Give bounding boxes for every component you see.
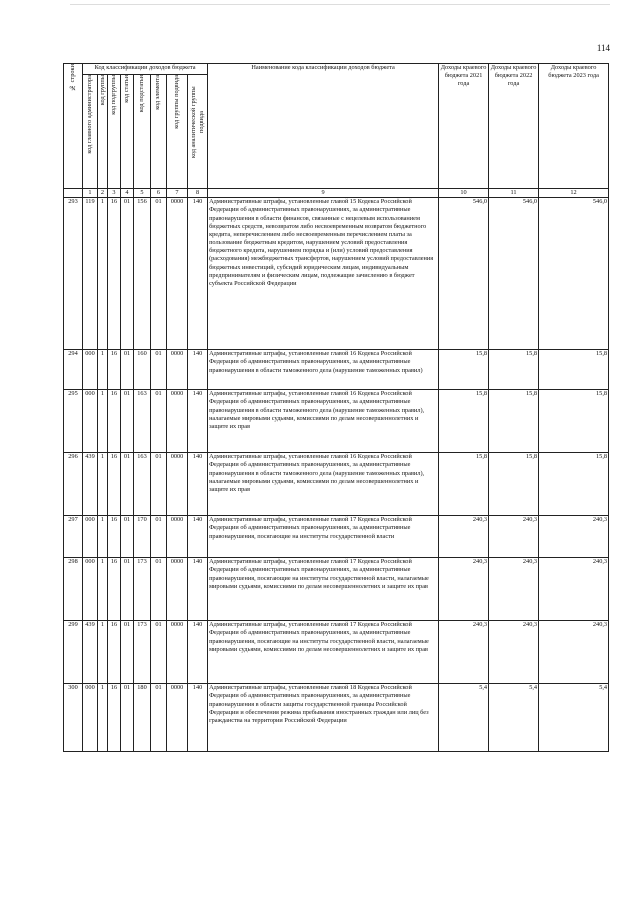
amount-2023: 15,8 (539, 390, 609, 453)
subtype-group-code: 0000 (167, 684, 188, 752)
amount-2023: 15,8 (539, 350, 609, 390)
revenue-name: Административные штрафы, установленные главой 17 Кодекса Российской Федерации об административных правонарушениях, за административные правонарушения, посягающие на институты государственной власти, налагаемые мировыми судьями, комиссиями по делам несовершеннолетних и защите их прав (208, 558, 439, 621)
header-subarticle-code: код подстатьи (134, 75, 151, 189)
header-classification-group: Код классификации доходов бюджета (83, 64, 208, 75)
column-number: 6 (151, 189, 167, 198)
amount-2023: 15,8 (539, 453, 609, 516)
admin-code: 000 (83, 350, 98, 390)
admin-code: 000 (83, 684, 98, 752)
subtype-group-code: 0000 (167, 516, 188, 558)
subarticle-code: 170 (134, 516, 151, 558)
element-code: 01 (151, 390, 167, 453)
subtype-group-code: 0000 (167, 453, 188, 516)
subtype-group-code: 0000 (167, 621, 188, 684)
row-number: 298 (64, 558, 83, 621)
element-code: 01 (151, 453, 167, 516)
amount-2023: 5,4 (539, 684, 609, 752)
header-subgroup-code: код подгруппы (108, 75, 121, 189)
column-number: 7 (167, 189, 188, 198)
group-code: 1 (98, 390, 108, 453)
header-analytic-group-code: код аналитической группы подвида (188, 75, 208, 189)
header-group-code: код группы (98, 75, 108, 189)
subtype-group-code: 0000 (167, 558, 188, 621)
table-row (64, 350, 609, 390)
revenue-name: Административные штрафы, установленные главой 16 Кодекса Российской Федерации об административных правонарушениях, за административные правонарушения в области таможенного дела (нарушение таможенных правил), налагаемые мировыми судьями, комиссиями по делам несовершеннолетних и защите их прав (208, 453, 439, 516)
header-subtype-group-code: код группы подвида (167, 75, 188, 189)
revenue-name: Административные штрафы, установленные главой 18 Кодекса Российской Федерации об административных правонарушениях, за административные правонарушения в области защиты государственной границы Российской Федерации и обеспечения режима пребывания иностранных граждан или лиц без гражданства на территории Российской Федерации (208, 684, 439, 752)
element-code: 01 (151, 198, 167, 350)
revenue-name: Административные штрафы, установленные главой 16 Кодекса Российской Федерации об административных правонарушениях, за административные правонарушения в области таможенного дела (нарушение таможенных правил) (208, 350, 439, 390)
subtype-group-code: 0000 (167, 390, 188, 453)
amount-2021: 546,0 (439, 198, 489, 350)
analytic-group-code: 140 (188, 516, 208, 558)
column-number-row (64, 189, 609, 198)
amount-2022: 240,3 (489, 558, 539, 621)
row-number: 299 (64, 621, 83, 684)
subarticle-code: 156 (134, 198, 151, 350)
table-row (64, 390, 609, 453)
analytic-group-code: 140 (188, 198, 208, 350)
subarticle-code: 163 (134, 390, 151, 453)
element-code: 01 (151, 621, 167, 684)
article-code: 01 (121, 390, 134, 453)
column-number: 4 (121, 189, 134, 198)
article-code: 01 (121, 453, 134, 516)
group-code: 1 (98, 558, 108, 621)
article-code: 01 (121, 350, 134, 390)
revenue-name: Административные штрафы, установленные главой 16 Кодекса Российской Федерации об административных правонарушениях, за административные правонарушения в области таможенного дела (нарушение таможенных правил), налагаемые мировыми судьями, комиссиями по делам несовершеннолетних и защите их прав (208, 390, 439, 453)
admin-code: 439 (83, 621, 98, 684)
header-element-code: код элемента (151, 75, 167, 189)
amount-2023: 240,3 (539, 621, 609, 684)
subtype-group-code: 0000 (167, 350, 188, 390)
column-number: 11 (489, 189, 539, 198)
subarticle-code: 173 (134, 558, 151, 621)
table-row (64, 198, 609, 350)
header-name: Наименование кода классификации доходов бюджета (208, 64, 439, 189)
amount-2021: 5,4 (439, 684, 489, 752)
subgroup-code: 16 (108, 350, 121, 390)
row-number: 297 (64, 516, 83, 558)
admin-code: 000 (83, 516, 98, 558)
subarticle-code: 160 (134, 350, 151, 390)
table-row (64, 621, 609, 684)
row-number: 295 (64, 390, 83, 453)
page-number: 114 (596, 43, 610, 53)
column-number: 9 (208, 189, 439, 198)
subtype-group-code: 0000 (167, 198, 188, 350)
subgroup-code: 16 (108, 684, 121, 752)
subarticle-code: 173 (134, 621, 151, 684)
row-number: 300 (64, 684, 83, 752)
subgroup-code: 16 (108, 198, 121, 350)
amount-2022: 5,4 (489, 684, 539, 752)
subgroup-code: 16 (108, 453, 121, 516)
amount-2023: 240,3 (539, 558, 609, 621)
revenue-name: Административные штрафы, установленные главой 17 Кодекса Российской Федерации об административных правонарушениях, за административные правонарушения, посягающие на институты государственной власти, налагаемые мировыми судьями, комиссиями по делам несовершеннолетних и защите их прав (208, 621, 439, 684)
column-number: 2 (98, 189, 108, 198)
row-number: 296 (64, 453, 83, 516)
amount-2021: 240,3 (439, 558, 489, 621)
article-code: 01 (121, 516, 134, 558)
column-number: 12 (539, 189, 609, 198)
amount-2021: 15,8 (439, 350, 489, 390)
amount-2022: 15,8 (489, 453, 539, 516)
table-row (64, 516, 609, 558)
analytic-group-code: 140 (188, 621, 208, 684)
group-code: 1 (98, 350, 108, 390)
table-row (64, 558, 609, 621)
amount-2023: 546,0 (539, 198, 609, 350)
element-code: 01 (151, 558, 167, 621)
analytic-group-code: 140 (188, 684, 208, 752)
header-article-code: код статьи (121, 75, 134, 189)
column-number: 8 (188, 189, 208, 198)
column-number: 1 (83, 189, 98, 198)
admin-code: 000 (83, 558, 98, 621)
row-number: 294 (64, 350, 83, 390)
admin-code: 119 (83, 198, 98, 350)
element-code: 01 (151, 516, 167, 558)
amount-2021: 15,8 (439, 453, 489, 516)
article-code: 01 (121, 621, 134, 684)
admin-code: 439 (83, 453, 98, 516)
header-admin-code: код главного администратора (83, 75, 98, 189)
header-2021: Доходы краевого бюджета 2021 года (439, 64, 489, 189)
element-code: 01 (151, 350, 167, 390)
subgroup-code: 16 (108, 621, 121, 684)
admin-code: 000 (83, 390, 98, 453)
table-row (64, 453, 609, 516)
group-code: 1 (98, 516, 108, 558)
subgroup-code: 16 (108, 516, 121, 558)
revenue-name: Административные штрафы, установленные главой 15 Кодекса Российской Федерации об административных правонарушениях, за административные правонарушения в области финансов, связанные с нецелевым использованием бюджетных средств, невозвратом либо несвоевременным возвратом бюджетного кредита, неперечислением либо несвоевременным перечислением платы за пользование бюджетным кредитом, нарушением условий предоставления бюджетного кредита, нарушением порядка и (или) условий предоставления (расходования) межбюджетных трансфертов, нарушением условий предоставления бюджетных инвестиций, субсидий юридическим лицам, индивидуальным предпринимателям и физическим лицам, подлежащие зачислению в бюджет субъекта Российской Федерации (208, 198, 439, 350)
group-code: 1 (98, 198, 108, 350)
amount-2023: 240,3 (539, 516, 609, 558)
subgroup-code: 16 (108, 558, 121, 621)
header-2023: Доходы краевого бюджета 2023 года (539, 64, 609, 189)
revenue-name: Административные штрафы, установленные главой 17 Кодекса Российской Федерации об административных правонарушениях, за административные правонарушения, посягающие на институты государственной власти (208, 516, 439, 558)
header-2022: Доходы краевого бюджета 2022 года (489, 64, 539, 189)
column-number: 3 (108, 189, 121, 198)
column-number: 10 (439, 189, 489, 198)
amount-2022: 15,8 (489, 350, 539, 390)
article-code: 01 (121, 684, 134, 752)
subarticle-code: 163 (134, 453, 151, 516)
amount-2022: 240,3 (489, 621, 539, 684)
article-code: 01 (121, 198, 134, 350)
amount-2021: 240,3 (439, 516, 489, 558)
group-code: 1 (98, 453, 108, 516)
revenue-table (63, 63, 609, 752)
analytic-group-code: 140 (188, 390, 208, 453)
analytic-group-code: 140 (188, 558, 208, 621)
amount-2021: 240,3 (439, 621, 489, 684)
header-row-no: № строки (64, 64, 83, 189)
row-number: 293 (64, 198, 83, 350)
amount-2022: 546,0 (489, 198, 539, 350)
amount-2022: 15,8 (489, 390, 539, 453)
column-number: 5 (134, 189, 151, 198)
group-code: 1 (98, 621, 108, 684)
analytic-group-code: 140 (188, 350, 208, 390)
table-row (64, 684, 609, 752)
subgroup-code: 16 (108, 390, 121, 453)
article-code: 01 (121, 558, 134, 621)
analytic-group-code: 140 (188, 453, 208, 516)
subarticle-code: 180 (134, 684, 151, 752)
element-code: 01 (151, 684, 167, 752)
amount-2022: 240,3 (489, 516, 539, 558)
group-code: 1 (98, 684, 108, 752)
amount-2021: 15,8 (439, 390, 489, 453)
scan-top-edge (70, 4, 610, 5)
